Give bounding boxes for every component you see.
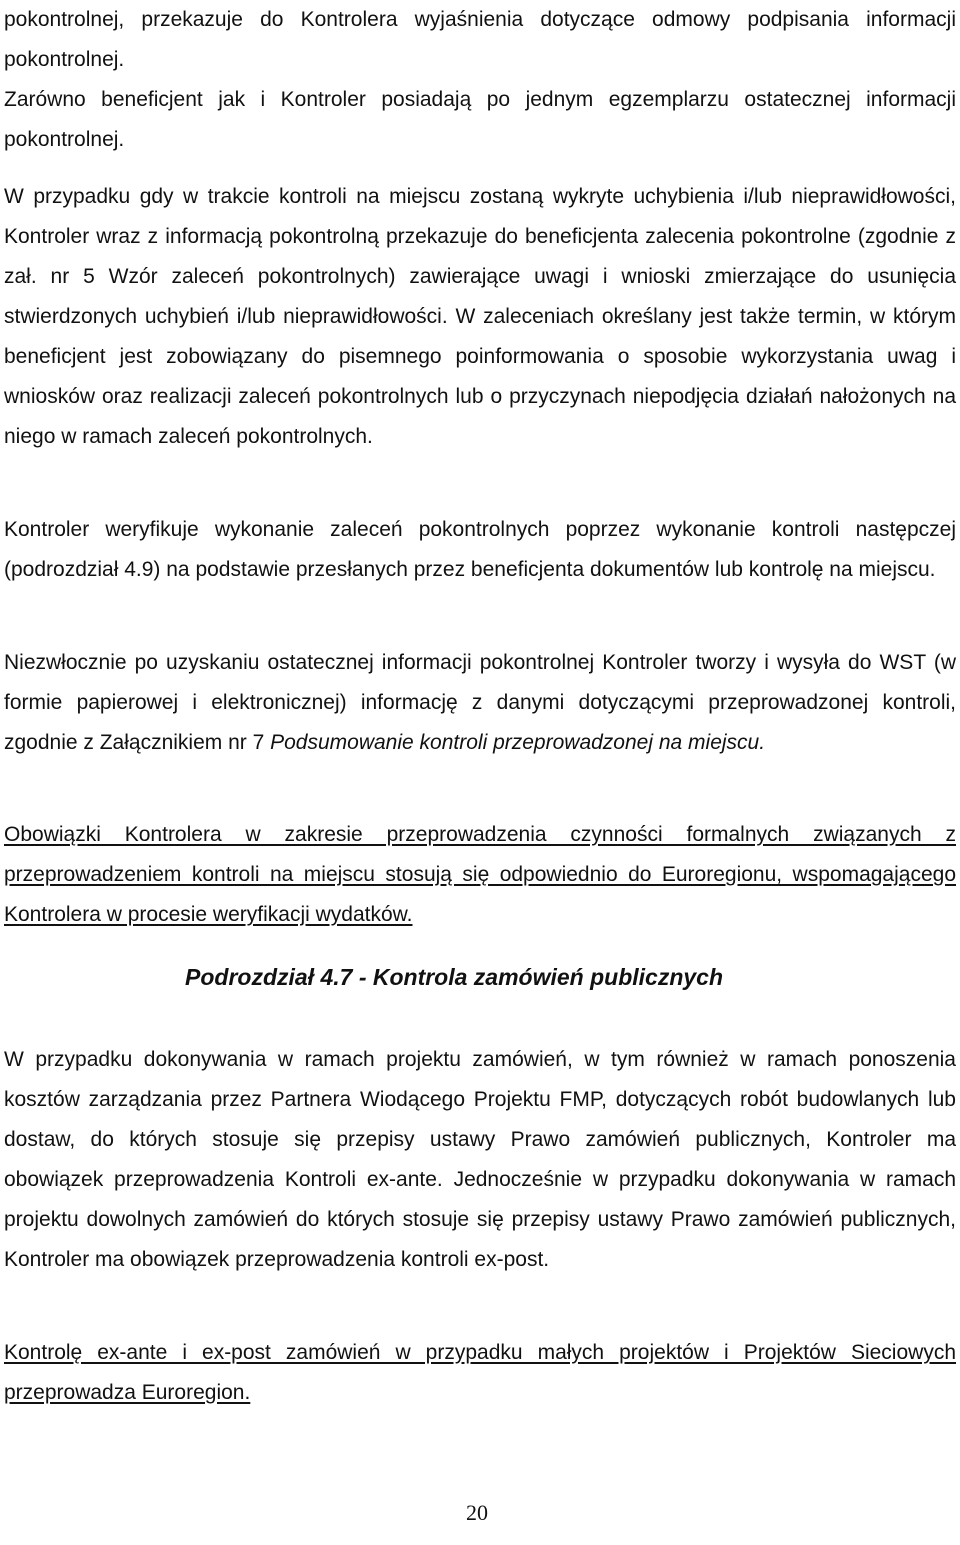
section-heading: Podrozdział 4.7 - Kontrola zamówień publicznych xyxy=(185,964,724,990)
paragraph-wst-report xyxy=(4,643,956,763)
attachment-title: Podsumowanie kontroli przeprowadzonej na miejscu. xyxy=(270,731,766,754)
paragraph-wst-report-text: Niezwłocznie po uzyskaniu ostatecznej informacji pokontrolnej Kontroler tworzy i wysyła do WST (w formie papierowej i elektronicznej) informację z danymi dotyczącymi przeprowadzonej kontroli, zgodnie z Załącznikiem nr 7 xyxy=(4,651,956,754)
paragraph-follow-up-verification: Kontroler weryfikuje wykonanie zaleceń pokontrolnych poprzez wykonanie kontroli następczej (podrozdział 4.9) na podstawie przesłanych przez beneficjenta dokumentów lub kontrolę na miejscu. xyxy=(4,518,956,581)
paragraph-public-procurement: W przypadku dokonywania w ramach projektu zamówień, w tym również w ramach ponoszenia kosztów zarządzania przez Partnera Wiodącego Projektu FMP, dotyczących robót budowlanych lub dostaw, do których stosuje się przepisy ustawy Prawo zamówień publicznych, Kontroler ma obowiązek przeprowadzenia Kontroli ex-ante. Jednocześnie w przypadku dokonywania w ramach projektu dowolnych zamówień do których stosuje się przepisy ustawy Prawo zamówień publicznych, Kontroler ma obowiązek przeprowadzenia kontroli ex-post. xyxy=(4,1048,956,1271)
paragraph-recommendations: W przypadku gdy w trakcie kontroli na miejscu zostaną wykryte uchybienia i/lub nieprawidłowości, Kontroler wraz z informacją pokontrolną przekazuje do beneficjenta zalecenia pokontrolne (zgodnie z zał. nr 5 Wzór zaleceń pokontrolnych) zawierające uwagi i wnioski zmierzające do usunięcia stwierdzonych uchybień i/lub nieprawidłowości. W zaleceniach określany jest także termin, w którym beneficjent jest zobowiązany do pisemnego poinformowania o sposobie wykorzystania uwag i wniosków oraz realizacji zaleceń pokontrolnych lub o przyczynach niepodjęcia działań nałożonych na niego w ramach zaleceń pokontrolnych. xyxy=(4,185,956,448)
paragraph-small-projects: Kontrolę ex-ante i ex-post zamówień w przypadku małych projektów i Projektów Sieciowych przeprowadza Euroregion. xyxy=(4,1341,956,1404)
paragraph-euroregion-duties: Obowiązki Kontrolera w zakresie przeprowadzenia czynności formalnych związanych z przeprowadzeniem kontroli na miejscu stosują się odpowiednio do Euroregionu, wspomagającego Kontrolera w procesie weryfikacji wydatków. xyxy=(4,823,956,926)
paragraph-refusal-explanation: pokontrolnej, przekazuje do Kontrolera wyjaśnienia dotyczące odmowy podpisania informacji pokontrolnej. xyxy=(4,8,956,71)
page-number: 20 xyxy=(466,1500,488,1525)
paragraph-copies: Zarówno beneficjent jak i Kontroler posiadają po jednym egzemplarzu ostatecznej informacji pokontrolnej. xyxy=(4,88,956,151)
